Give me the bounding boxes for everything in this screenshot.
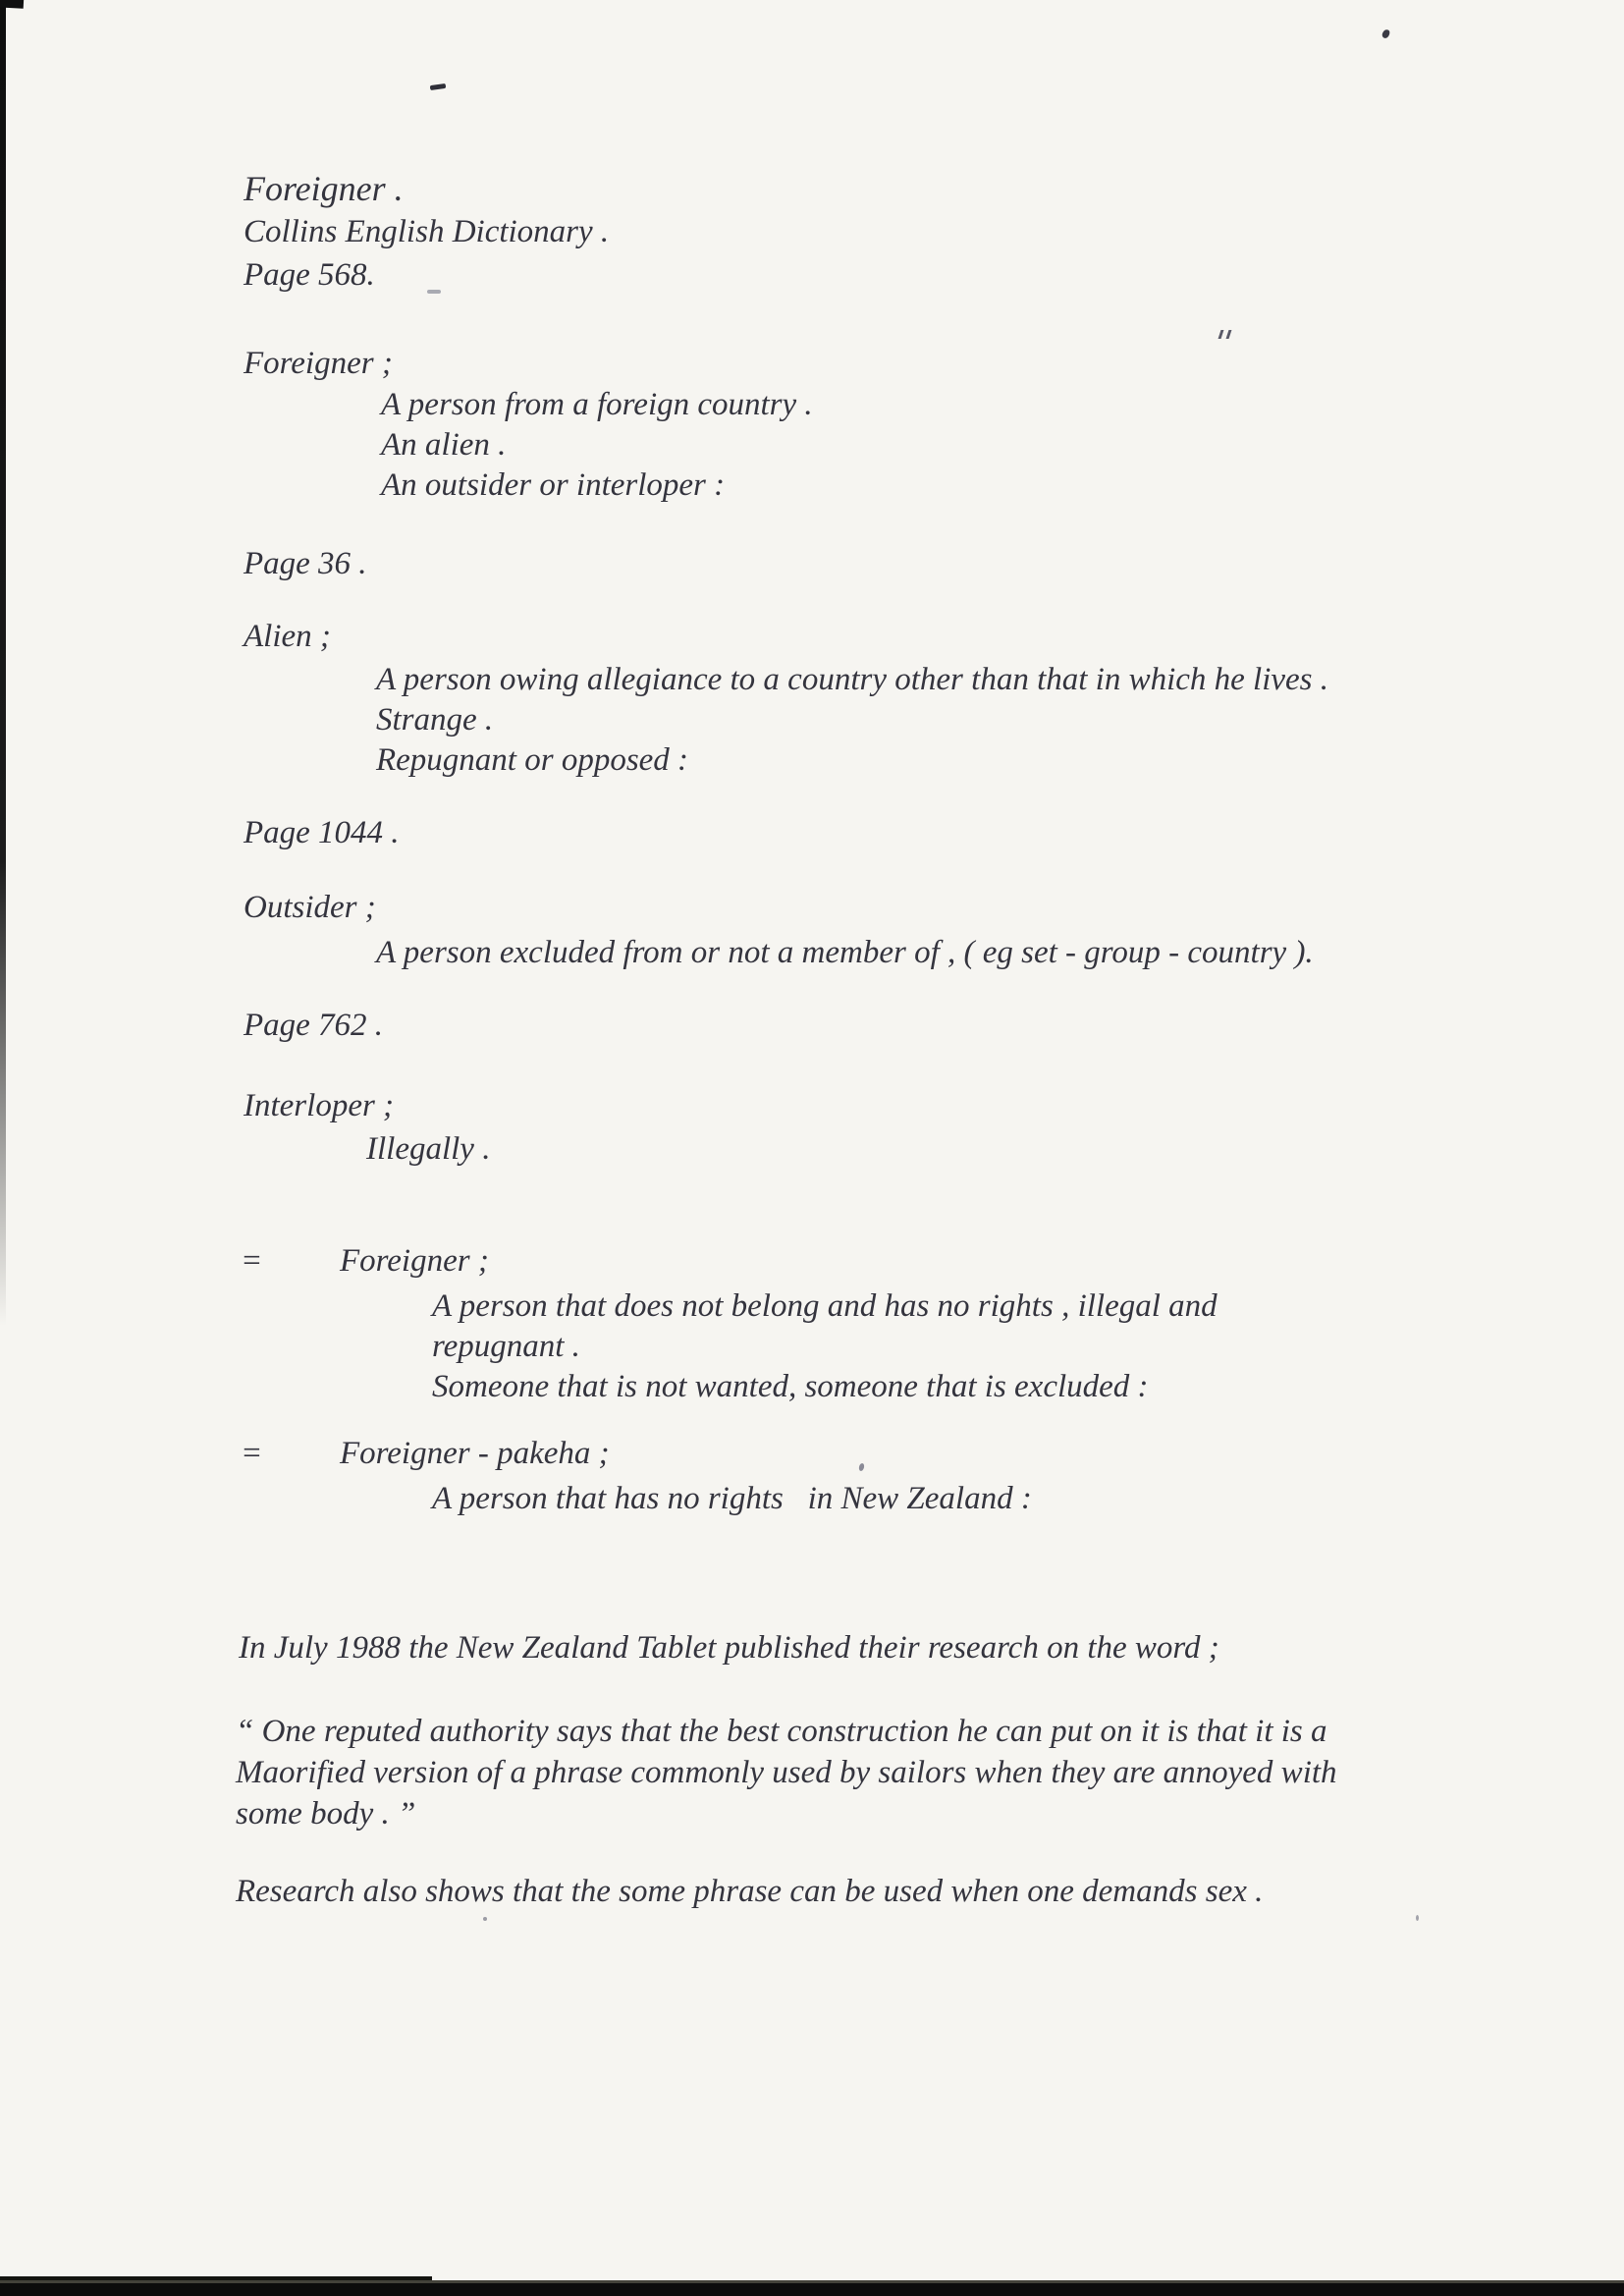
conclusion-term-pakeha: Foreigner - pakeha ; xyxy=(340,1436,610,1471)
quote-line: Maorified version of a phrase commonly used by sailors when they are annoyed with xyxy=(236,1755,1337,1790)
entry-defs-interloper xyxy=(366,1129,490,1170)
page-ref-762: Page 762 . xyxy=(244,1008,384,1043)
scan-speck xyxy=(1416,1915,1419,1921)
definition-line: Illegally . xyxy=(366,1131,491,1167)
scan-speck xyxy=(858,1462,865,1471)
entry-term-outsider: Outsider ; xyxy=(244,890,376,925)
document-title: Foreigner . xyxy=(244,169,404,208)
paragraph-quote xyxy=(236,1711,1337,1834)
document-page-number: Page 568. xyxy=(244,257,375,293)
document-title-block xyxy=(244,167,609,297)
entry-defs-outsider xyxy=(376,933,1314,973)
entry-term-foreigner: Foreigner ; xyxy=(244,346,393,381)
definition-line: Strange . xyxy=(376,702,494,738)
scan-speck xyxy=(427,290,441,294)
equals-symbol: = xyxy=(241,1436,263,1471)
conclusion-line: Someone that is not wanted, someone that is excluded : xyxy=(432,1369,1149,1404)
entry-term-alien: Alien ; xyxy=(244,619,331,654)
conclusion-foreigner-lines xyxy=(432,1286,1218,1407)
scan-speck xyxy=(1381,28,1390,39)
definition-line: An alien . xyxy=(381,427,507,463)
scan-speck xyxy=(430,83,447,90)
scan-corner-mark xyxy=(0,0,24,9)
definition-line: Repugnant or opposed : xyxy=(376,742,689,778)
scan-edge-left-strip xyxy=(0,0,6,1326)
quote-line: “ One reputed authority says that the best construction he can put on it is that it is a xyxy=(236,1714,1327,1749)
conclusion-line: A person that has no rights in New Zealand : xyxy=(432,1481,1032,1516)
conclusion-line: repugnant . xyxy=(432,1329,580,1364)
page-ref-1044: Page 1044 . xyxy=(244,815,400,850)
document-source: Collins English Dictionary . xyxy=(244,214,610,249)
entry-defs-foreigner xyxy=(381,385,813,506)
conclusion-line: A person that does not belong and has no rights , illegal and xyxy=(432,1288,1218,1324)
scan-bottom-band xyxy=(0,2280,1624,2296)
quote-line: some body . ” xyxy=(236,1796,416,1831)
definition-line: An outsider or interloper : xyxy=(381,467,726,503)
conclusion-term-foreigner: Foreigner ; xyxy=(340,1243,489,1279)
conclusion-pakeha-lines xyxy=(432,1479,1032,1519)
paragraph-closing: Research also shows that the some phrase can be used when one demands sex . xyxy=(236,1874,1264,1909)
definition-line: A person excluded from or not a member of , ( eg set - group - country ). xyxy=(376,935,1314,970)
definition-line: A person owing allegiance to a country other than that in which he lives . xyxy=(376,662,1329,697)
entry-term-interloper: Interloper ; xyxy=(244,1088,395,1123)
equals-symbol: = xyxy=(241,1243,263,1279)
entry-defs-alien xyxy=(376,660,1328,781)
paragraph-intro: In July 1988 the New Zealand Tablet published their research on the word ; xyxy=(239,1630,1219,1666)
page-ref-36: Page 36 . xyxy=(244,546,367,581)
definition-line: A person from a foreign country . xyxy=(381,387,813,422)
scan-ditto-mark xyxy=(1218,330,1235,340)
scan-speck xyxy=(483,1917,487,1921)
